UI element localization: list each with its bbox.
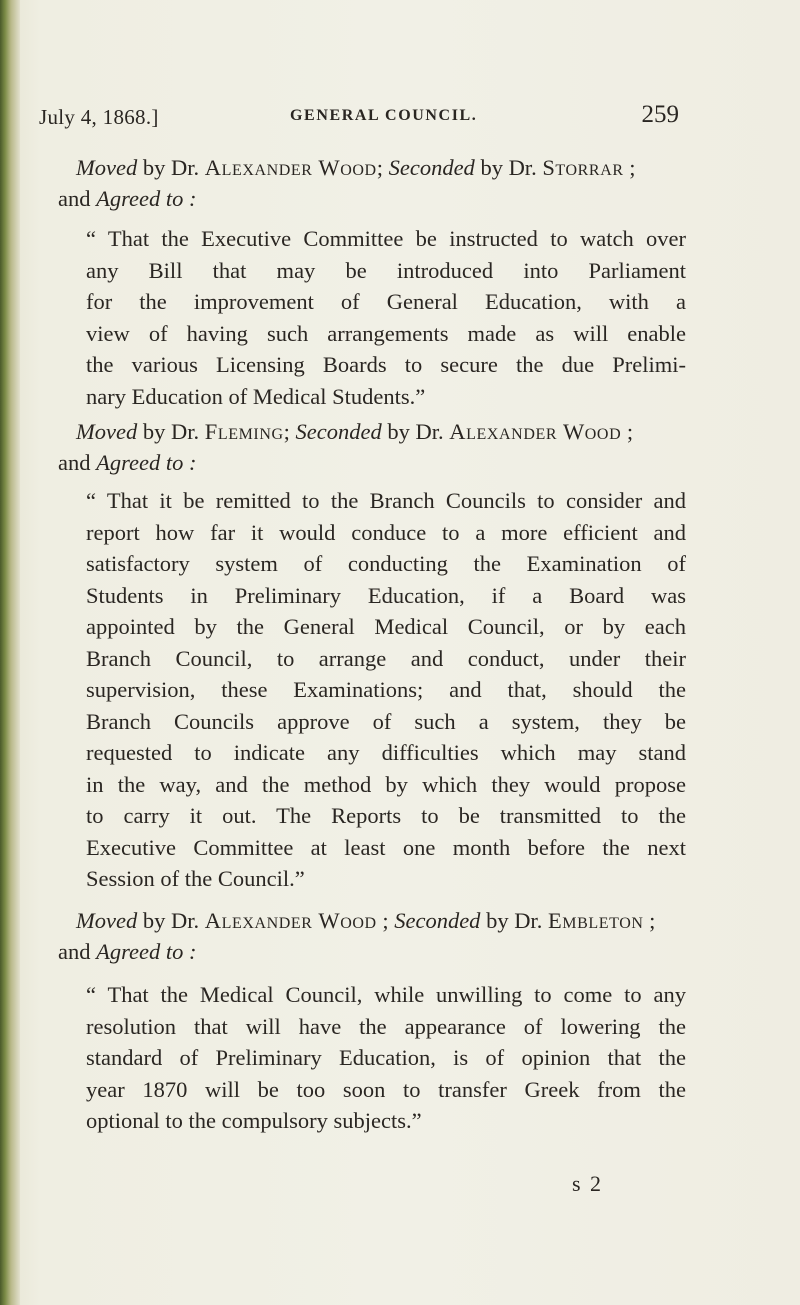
- resolution-line: Branch Councils approve of such a system, they be: [86, 708, 686, 734]
- seconded-label: Seconded: [388, 155, 475, 180]
- resolution-line: requested to indicate any difficulties which may stand: [86, 740, 686, 765]
- motion-1-agreed: and Agreed to :: [58, 186, 197, 211]
- resolution-line: view of having such arrangements made as will enable: [86, 320, 686, 346]
- motion-2-header: Moved by Dr. Fleming; Seconded by Dr. Alexander Wood ;: [76, 419, 634, 444]
- page-binding-edge: [0, 0, 20, 1305]
- motion-3-header: Moved by Dr. Alexander Wood ; Seconded by Dr. Embleton ;: [76, 908, 656, 933]
- resolution-line: optional to the compulsory subjects.”: [86, 1108, 422, 1133]
- seconder-name: Storrar: [542, 155, 624, 180]
- resolution-line: nary Education of Medical Students.”: [86, 383, 426, 409]
- resolution-line: “ That it be remitted to the Branch Councils to consider and: [86, 488, 686, 513]
- motion-2-resolution: [86, 485, 686, 895]
- seconder-name: Alexander Wood: [449, 419, 622, 444]
- resolution-line: “ That the Medical Council, while unwilling to come to any: [86, 982, 686, 1007]
- resolution-line: the various Licensing Boards to secure the due Prelimi-: [86, 352, 686, 377]
- resolution-line: in the way, and the method by which they would propose: [86, 771, 686, 797]
- mover-name: Alexander Wood: [204, 908, 377, 933]
- seconded-label: Seconded: [295, 419, 382, 444]
- resolution-line: satisfactory system of conducting the Examination of: [86, 551, 686, 576]
- page-number: 259: [641, 101, 679, 128]
- motion-3-agreed: and Agreed to :: [58, 939, 197, 964]
- signature-mark: s 2: [572, 1171, 604, 1196]
- seconded-label: Seconded: [394, 908, 481, 933]
- resolution-line: report how far it would conduce to a more efficient and: [86, 519, 686, 545]
- running-head-title: GENERAL COUNCIL.: [290, 107, 478, 124]
- motion-2-agreed: and Agreed to :: [58, 450, 197, 475]
- resolution-line: standard of Preliminary Education, is of opinion that the: [86, 1045, 686, 1070]
- mover-name: Fleming: [204, 419, 284, 444]
- agreed-label: Agreed to :: [96, 450, 197, 475]
- agreed-label: Agreed to :: [96, 186, 197, 211]
- resolution-line: any Bill that may be introduced into Parliament: [86, 257, 686, 283]
- moved-label: Moved: [76, 908, 138, 933]
- moved-label: Moved: [76, 419, 138, 444]
- resolution-line: year 1870 will be too soon to transfer Greek from the: [86, 1076, 686, 1102]
- resolution-line: Session of the Council.”: [86, 866, 305, 891]
- running-head-date: July 4, 1868.]: [39, 105, 159, 129]
- moved-label: Moved: [76, 155, 138, 180]
- running-head: [39, 101, 679, 131]
- resolution-line: resolution that will have the appearance of lowering the: [86, 1013, 686, 1039]
- resolution-line: Branch Council, to arrange and conduct, under their: [86, 645, 686, 671]
- mover-name: Alexander Wood: [204, 155, 377, 180]
- resolution-line: Students in Preliminary Education, if a Board was: [86, 582, 686, 608]
- motion-1-header: Moved by Dr. Alexander Wood; Seconded by Dr. Storrar ;: [76, 155, 636, 180]
- motion-1-resolution: [86, 223, 686, 412]
- resolution-line: to carry it out. The Reports to be transmitted to the: [86, 803, 686, 828]
- resolution-line: supervision, these Examinations; and that, should the: [86, 677, 686, 702]
- resolution-line: appointed by the General Medical Council, or by each: [86, 614, 686, 639]
- seconder-name: Embleton: [547, 908, 644, 933]
- agreed-label: Agreed to :: [96, 939, 197, 964]
- resolution-line: Executive Committee at least one month before the next: [86, 834, 686, 860]
- motion-3-resolution: [86, 979, 686, 1137]
- resolution-line: for the improvement of General Education, with a: [86, 289, 686, 314]
- resolution-line: “ That the Executive Committee be instructed to watch over: [86, 226, 686, 251]
